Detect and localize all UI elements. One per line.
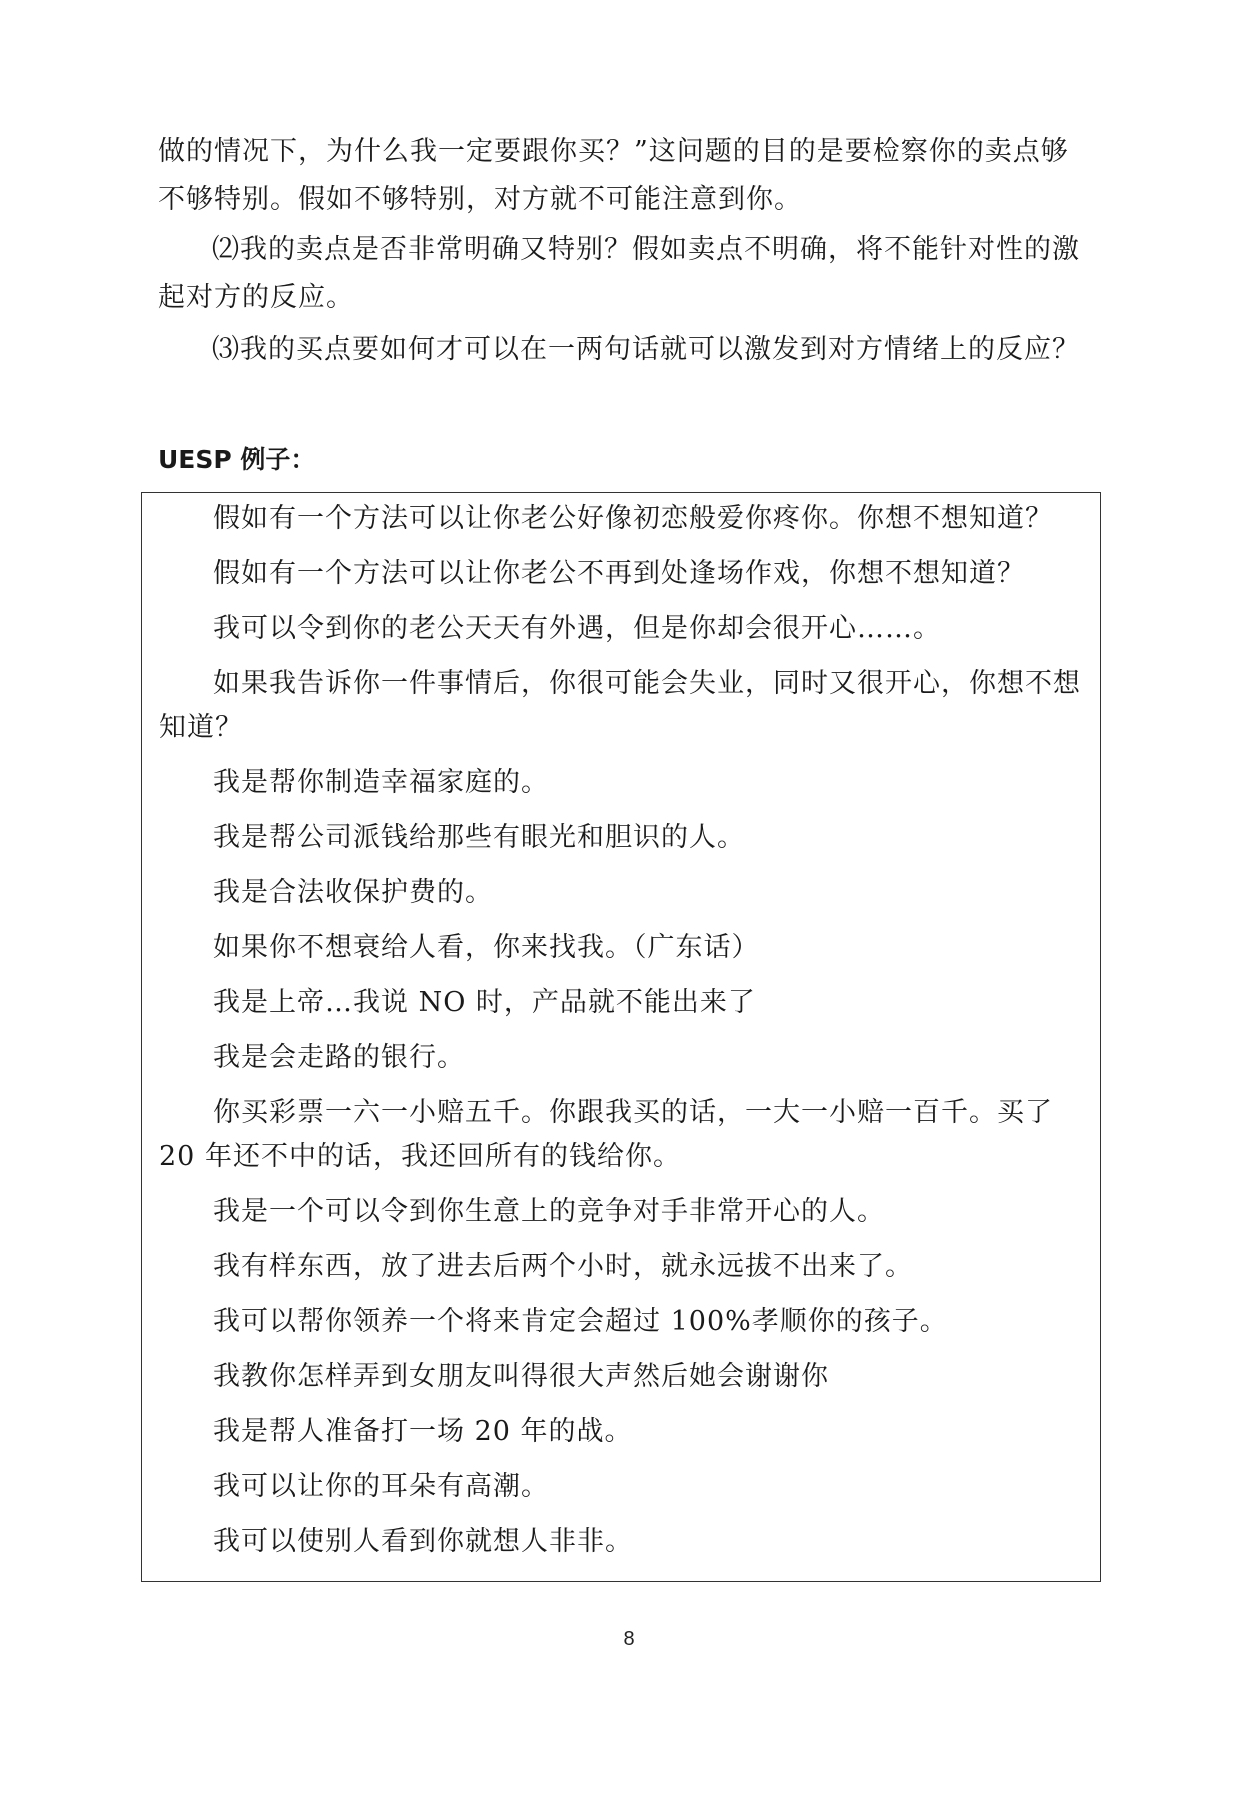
examples-list [159,497,1085,1575]
example-item: 我是帮公司派钱给那些有眼光和胆识的人。 [213,822,745,853]
intro-paragraph-2: ⑵我的卖点是否非常明确又特别？假如卖点不明确，将不能针对性的激起对方的反应。 [158,234,1080,313]
example-item: 我可以让你的耳朵有高潮。 [213,1471,549,1502]
example-item: 我是合法收保护费的。 [213,877,493,908]
example-item: 假如有一个方法可以让你老公好像初恋般爱你疼你。你想不想知道？ [213,503,1053,534]
intro-paragraph-3: ⑶我的买点要如何才可以在一两句话就可以激发到对方情绪上的反应？ [212,334,1080,365]
example-item: 你买彩票一六一小赔五千。你跟我买的话，一大一小赔一百千。买了 20 年还不中的话，我还回所有的钱给你。 [159,1097,1053,1172]
example-item: 我可以使别人看到你就想人非非。 [213,1526,633,1557]
example-item: 我有样东西，放了进去后两个小时，就永远拔不出来了。 [213,1251,913,1282]
example-item: 假如有一个方法可以让你老公不再到处逢场作戏，你想不想知道？ [213,558,1025,589]
example-item: 我可以令到你的老公天天有外遇，但是你却会很开心……。 [213,613,941,644]
example-item: 我是帮人准备打一场 20 年的战。 [213,1416,633,1447]
example-item: 我教你怎样弄到女朋友叫得很大声然后她会谢谢你 [213,1361,829,1392]
example-item: 我是帮你制造幸福家庭的。 [213,767,549,798]
example-item: 如果你不想衰给人看，你来找我。（广东话） [213,932,760,963]
example-item: 我是一个可以令到你生意上的竞争对手非常开心的人。 [213,1196,885,1227]
example-item: 我是会走路的银行。 [213,1042,465,1073]
example-item: 如果我告诉你一件事情后，你很可能会失业，同时又很开心，你想不想知道？ [159,668,1081,743]
example-item: 我是上帝…我说 NO 时，产品就不能出来了 [213,987,756,1018]
example-item: 我可以帮你领养一个将来肯定会超过 100%孝顺你的孩子。 [213,1306,948,1337]
section-heading: UESP 例子： [158,445,316,474]
examples-box [141,492,1101,1582]
page-number: 8 [623,1628,635,1650]
intro-paragraph-1: 做的情况下，为什么我一定要跟你买？”这问题的目的是要检察你的卖点够不够特别。假如不够特别，对方就不可能注意到你。 [158,136,1069,215]
